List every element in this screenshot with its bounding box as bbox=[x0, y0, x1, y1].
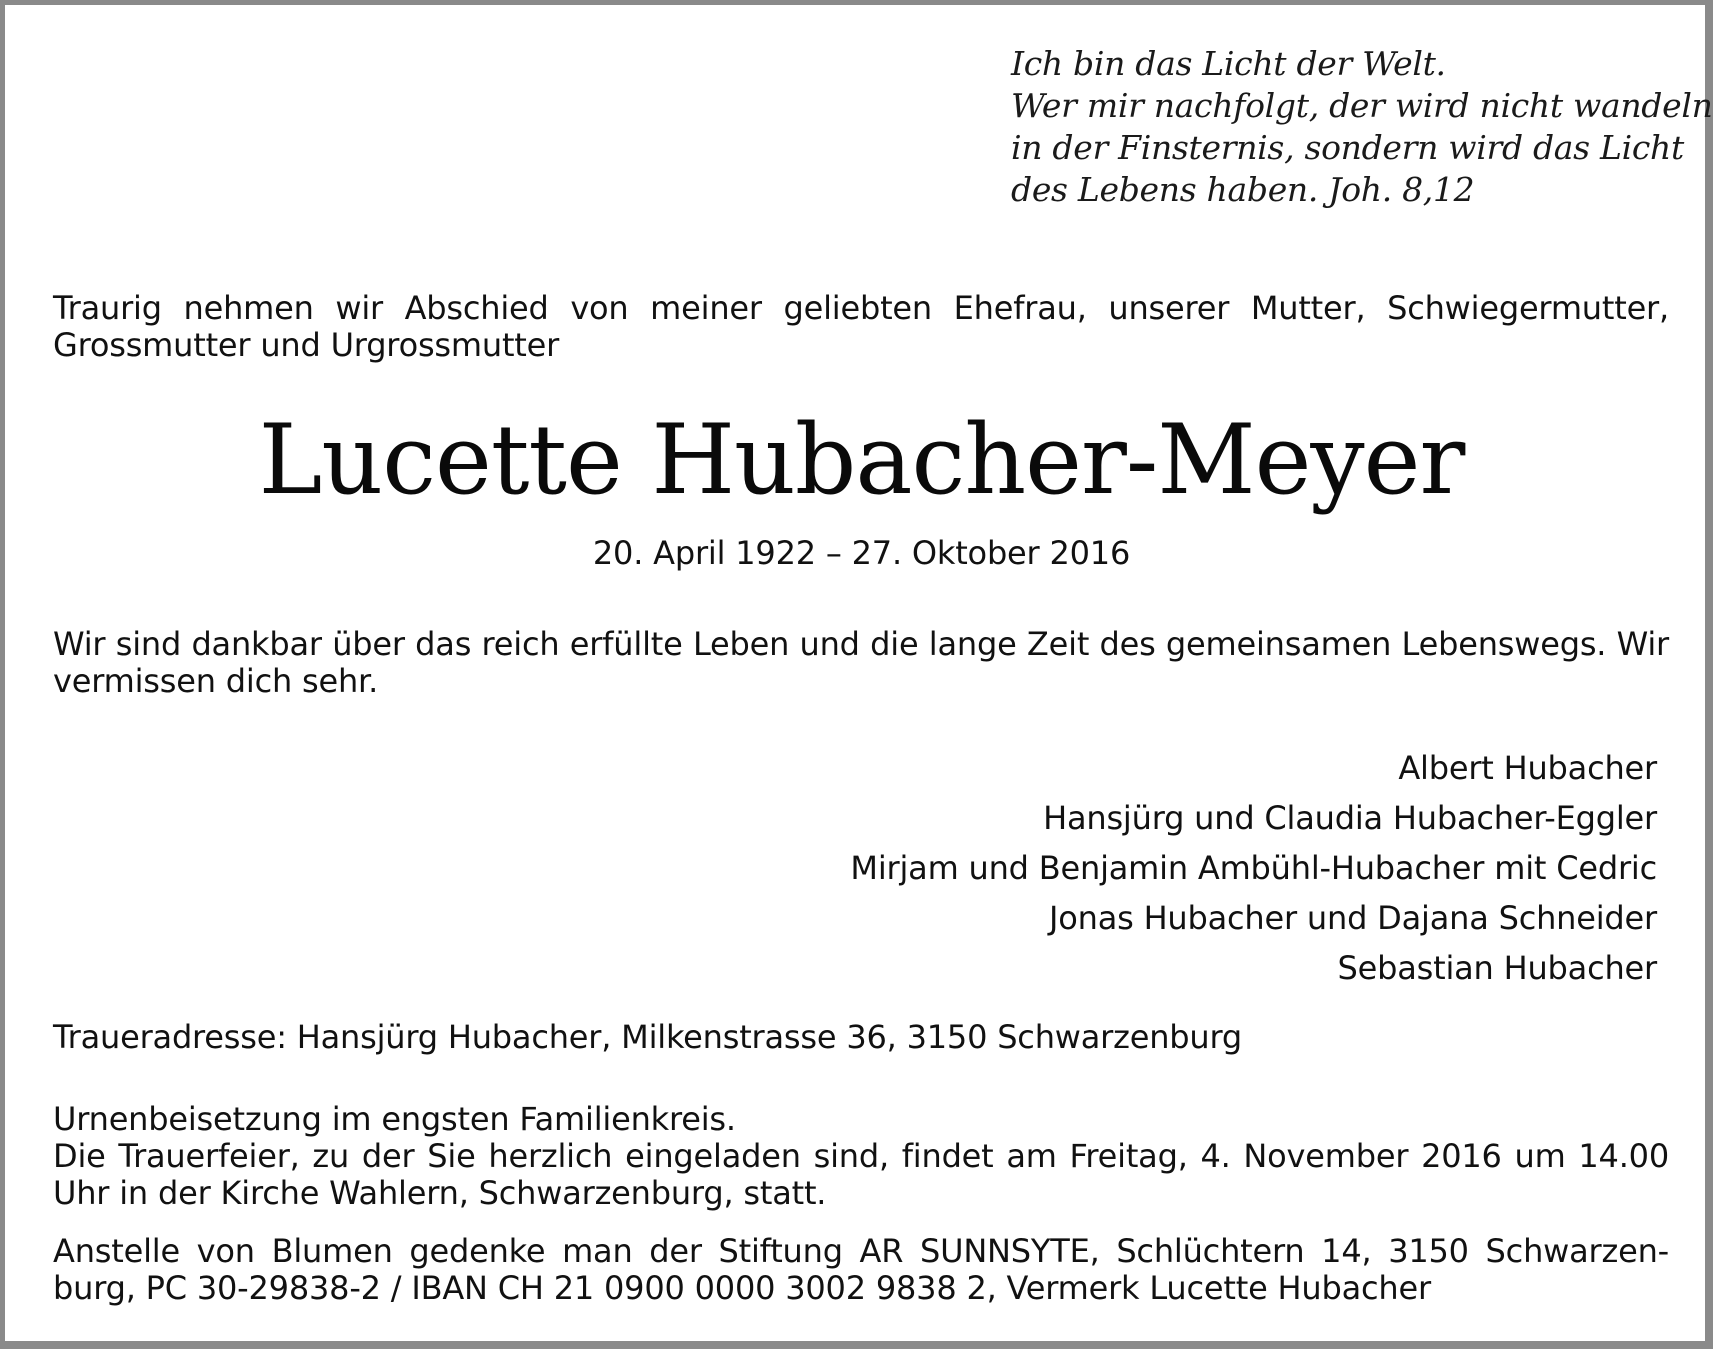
intro-text: Traurig nehmen wir Abschied von meiner geliebten Ehefrau, unserer Mutter, Schwiegermutter, Grossmutter und Urgrossmutter bbox=[53, 289, 1669, 364]
deceased-name: Lucette Hubacher-Meyer bbox=[258, 404, 1465, 516]
thanks-text: Wir sind dankbar über das reich erfüllte Leben und die lange Zeit des gemeinsamen Lebenswegs. Wir vermissen dich sehr. bbox=[53, 625, 1669, 700]
family-member: Sebastian Hubacher bbox=[1337, 949, 1657, 987]
family-member: Hansjürg und Claudia Hubacher-Eggler bbox=[1043, 799, 1657, 837]
mourning-address: Traueradresse: Hansjürg Hubacher, Milkenstrasse 36, 3150 Schwarzenburg bbox=[53, 1018, 1242, 1056]
donation-note: Anstelle von Blumen gedenke man der Stiftung AR SUNNSYTE, Schlüchtern 14, 3150 Schwarzen-burg, PC 30-29838-2 / IBAN CH 21 0900 0000 3002 9838 2, Vermerk Lucette Hubacher bbox=[53, 1232, 1669, 1307]
bible-verse-line: des Lebens haben. Joh. 8,12 bbox=[1011, 170, 1475, 209]
bible-verse-line: Wer mir nachfolgt, der wird nicht wandeln bbox=[1011, 86, 1713, 125]
bible-verse-line: in der Finsternis, sondern wird das Licht bbox=[1011, 128, 1684, 167]
bible-verse bbox=[1011, 43, 1713, 211]
funeral-service-note: Die Trauerfeier, zu der Sie herzlich eingeladen sind, findet am Freitag, 4. November 2016 um 14.00 Uhr in der Kirche Wahlern, Schwarzenburg, statt. bbox=[53, 1137, 1669, 1212]
life-dates: 20. April 1922 – 27. Oktober 2016 bbox=[592, 534, 1131, 572]
bible-verse-line: Ich bin das Licht der Welt. bbox=[1011, 44, 1446, 83]
family-member: Jonas Hubacher und Dajana Schneider bbox=[1049, 899, 1657, 937]
burial-note: Urnenbeisetzung im engsten Familienkreis. bbox=[53, 1100, 736, 1138]
family-member: Mirjam und Benjamin Ambühl-Hubacher mit Cedric bbox=[850, 849, 1657, 887]
family-list bbox=[457, 743, 1657, 993]
ceremony-info bbox=[53, 1101, 1669, 1212]
family-member: Albert Hubacher bbox=[1398, 749, 1657, 787]
